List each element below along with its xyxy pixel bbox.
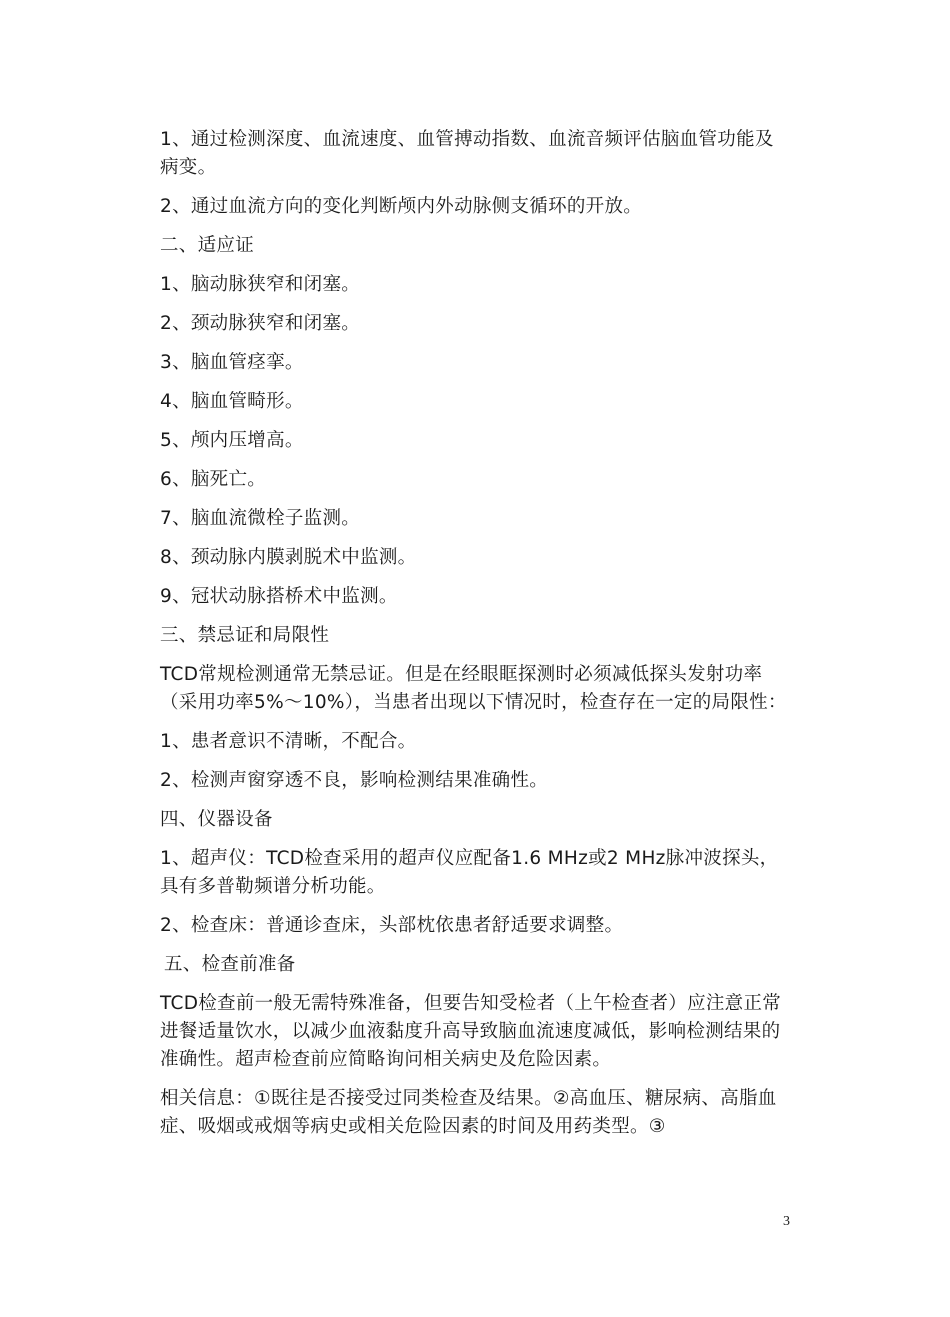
paragraph-purpose-2: 2、通过血流方向的变化判断颅内外动脉侧支循环的开放。 (160, 196, 643, 217)
list-item-indication-8: 8、颈动脉内膜剥脱术中监测。 (160, 547, 417, 568)
list-item-indication-2: 2、颈动脉狭窄和闭塞。 (160, 313, 361, 334)
list-item-indication-4: 4、脑血管畸形。 (160, 391, 304, 412)
paragraph-preparation: TCD检查前一般无需特殊准备，但要告知受检者（上午检查者）应注意正常进餐适量饮水，以减少血液黏度升高导致脑血流速度减低，影响检测结果的准确性。超声检查前应简略询问相关病史及危险因素。 (160, 993, 782, 1070)
list-item-indication-3: 3、脑血管痉挛。 (160, 352, 304, 373)
document-body (160, 126, 788, 1152)
section-heading-equipment: 四、仪器设备 (160, 809, 273, 830)
list-item-equipment-2: 2、检查床：普通诊查床，头部枕依患者舒适要求调整。 (160, 915, 624, 936)
section-heading-contraindications: 三、禁忌证和局限性 (160, 625, 330, 646)
list-item-indication-1: 1、脑动脉狭窄和闭塞。 (160, 274, 361, 295)
list-item-limitation-2: 2、检测声窗穿透不良，影响检测结果准确性。 (160, 770, 549, 791)
list-item-indication-9: 9、冠状动脉搭桥术中监测。 (160, 586, 398, 607)
list-item-indication-6: 6、脑死亡。 (160, 469, 267, 490)
list-item-indication-7: 7、脑血流微栓子监测。 (160, 508, 361, 529)
list-item-limitation-1: 1、患者意识不清晰，不配合。 (160, 731, 417, 752)
list-item-equipment-1: 1、超声仪：TCD检查采用的超声仪应配备1.6 MHz或2 MHz脉冲波探头，具有多普勒频谱分析功能。 (160, 848, 779, 897)
paragraph-related-info: 相关信息：①既往是否接受过同类检查及结果。②高血压、糖尿病、高脂血症、吸烟或戒烟等病史或相关危险因素的时间及用药类型。③ (160, 1088, 777, 1137)
section-heading-indications: 二、适应证 (160, 235, 255, 256)
paragraph-purpose-1: 1、通过检测深度、血流速度、血管搏动指数、血流音频评估脑血管功能及病变。 (160, 129, 774, 178)
section-heading-preparation: 五、检查前准备 (164, 954, 296, 975)
list-item-indication-5: 5、颅内压增高。 (160, 430, 304, 451)
page-number: 3 (783, 1214, 790, 1229)
paragraph-contraindications: TCD常规检测通常无禁忌证。但是在经眼眶探测时必须减低探头发射功率（采用功率5%～10%），当患者出现以下情况时，检查存在一定的局限性： (160, 664, 787, 713)
